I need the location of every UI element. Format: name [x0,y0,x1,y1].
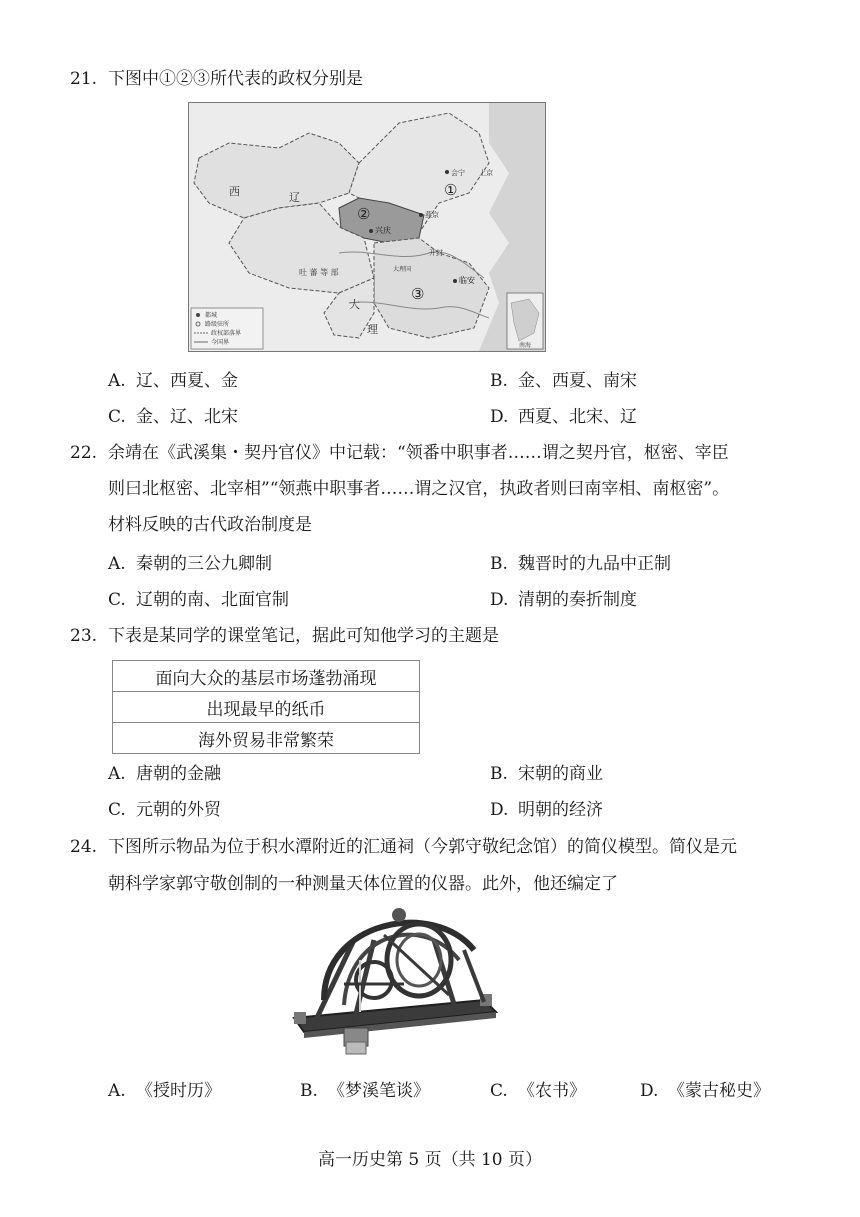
legend-route-seat: 路级驻所 [205,321,230,328]
table-row [113,661,420,692]
map-label-dali-2: 理 [367,323,378,336]
legend-capital: 都城 [205,312,218,319]
option-key: C. [108,800,126,820]
option-d[interactable] [490,406,637,428]
map-label-kaifeng: 开封 [429,249,443,257]
option-key: B. [490,371,508,391]
option-text: 《授时历》 [136,1081,221,1101]
option-b[interactable] [300,1080,430,1102]
map-label-region-1: ① [444,181,458,199]
question-number: 22. [70,443,98,463]
question-stem-line-3: 材料反映的古代政治制度是 [108,515,312,535]
question-22 [0,442,860,535]
option-a[interactable] [108,370,238,392]
capital-marker [445,170,449,174]
question-stem: 下图中①②③所代表的政权分别是 [108,69,363,89]
option-b[interactable] [490,553,671,575]
option-key: D. [640,1081,659,1101]
table-row [113,692,420,723]
option-text: 金、西夏、南宋 [518,371,637,391]
jianyi-instrument-photo [284,900,506,1062]
option-text: 秦朝的三公九卿制 [136,554,272,574]
question-number: 21. [70,69,98,89]
question-stem-line-1: 下图所示物品为位于积水潭附近的汇通祠（今郭守敬纪念馆）的简仪模型。简仪是元 [108,837,737,857]
table-cell: 面向大众的基层市场蓬勃涌现 [113,661,420,692]
question-stem: 下表是某同学的课堂笔记，据此可知他学习的主题是 [108,626,499,646]
map-label-yanjing: 燕京 [425,211,439,219]
capital-marker [369,229,373,233]
table-cell: 海外贸易非常繁荣 [113,723,420,754]
map-label-shangjing: 上京 [479,169,493,177]
option-c[interactable] [108,799,221,821]
map-label-xingqing: 兴庆 [375,226,391,235]
option-key: A. [108,764,126,784]
option-c[interactable] [108,406,238,428]
question-number: 23. [70,626,98,646]
capital-marker [453,279,457,283]
option-d[interactable] [490,799,603,821]
option-text: 《梦溪笔谈》 [328,1081,430,1101]
legend-modern-border: 今国界 [211,339,230,346]
option-key: C. [490,1081,508,1101]
legend-boundary: 政权部落界 [211,330,242,337]
option-text: 辽朝的南、北面官制 [136,590,289,610]
map-label-huining: 会宁 [451,169,465,177]
option-key: D. [490,590,509,610]
option-key: A. [108,554,126,574]
option-text: 西夏、北宋、辽 [518,407,637,427]
question-stem-line-2: 朝科学家郭守敬创制的一种测量天体位置的仪器。此外，他还编定了 [108,874,618,894]
page-footer: 高一历史第 5 页（共 10 页） [317,1150,543,1170]
map-label-region-3: ③ [411,285,425,303]
option-key: A. [108,1081,126,1101]
option-text: 明朝的经济 [518,800,603,820]
map-label-region-2: ② [357,205,371,223]
map-label-dali-1: 大 [349,298,360,311]
map-label-daliguo: 大理国 [393,266,412,273]
option-d[interactable] [490,589,637,611]
map-label-xi: 西 [229,185,240,198]
option-text: 《农书》 [518,1081,586,1101]
option-text: 辽、西夏、金 [136,371,238,391]
option-key: D. [490,407,509,427]
option-text: 金、辽、北宋 [136,407,238,427]
question-stem-line-1: 余靖在《武溪集・契丹官仪》中记载：“领番中职事者……谓之契丹官，枢密、宰臣 [108,443,729,463]
question-number: 24. [70,837,98,857]
option-c[interactable] [108,589,289,611]
option-text: 清朝的奏折制度 [518,590,637,610]
table-cell: 出现最早的纸币 [113,692,420,723]
option-d[interactable] [640,1080,770,1102]
map-label-lin-an: 临安 [459,276,475,285]
map-label-liao: 辽 [289,191,300,204]
option-a[interactable] [108,553,272,575]
option-a[interactable] [108,763,221,785]
question-stem-line-2: 则曰北枢密、北宰相”“领燕中职事者……谓之汉官，执政者则曰南宰相、南枢密”。 [108,479,730,499]
map-label-tubo: 吐 蕃 等 部 [299,268,339,277]
option-text: 魏晋时的九品中正制 [518,554,671,574]
song-liao-xia-jin-map [188,102,546,352]
capital-marker [419,213,423,217]
option-text: 《蒙古秘史》 [668,1081,770,1101]
option-key: B. [490,554,508,574]
option-key: C. [108,407,126,427]
option-key: D. [490,800,509,820]
option-b[interactable] [490,763,603,785]
option-a[interactable] [108,1080,221,1102]
option-text: 唐朝的金融 [136,764,221,784]
option-text: 宋朝的商业 [518,764,603,784]
inset-label: 南海 [519,342,532,349]
option-b[interactable] [490,370,637,392]
option-key: B. [490,764,508,784]
question-24 [0,836,860,896]
option-key: A. [108,371,126,391]
option-text: 元朝的外贸 [136,800,221,820]
table-row [113,723,420,754]
option-key: C. [108,590,126,610]
notes-table [112,660,420,754]
option-c[interactable] [490,1080,586,1102]
option-key: B. [300,1081,318,1101]
